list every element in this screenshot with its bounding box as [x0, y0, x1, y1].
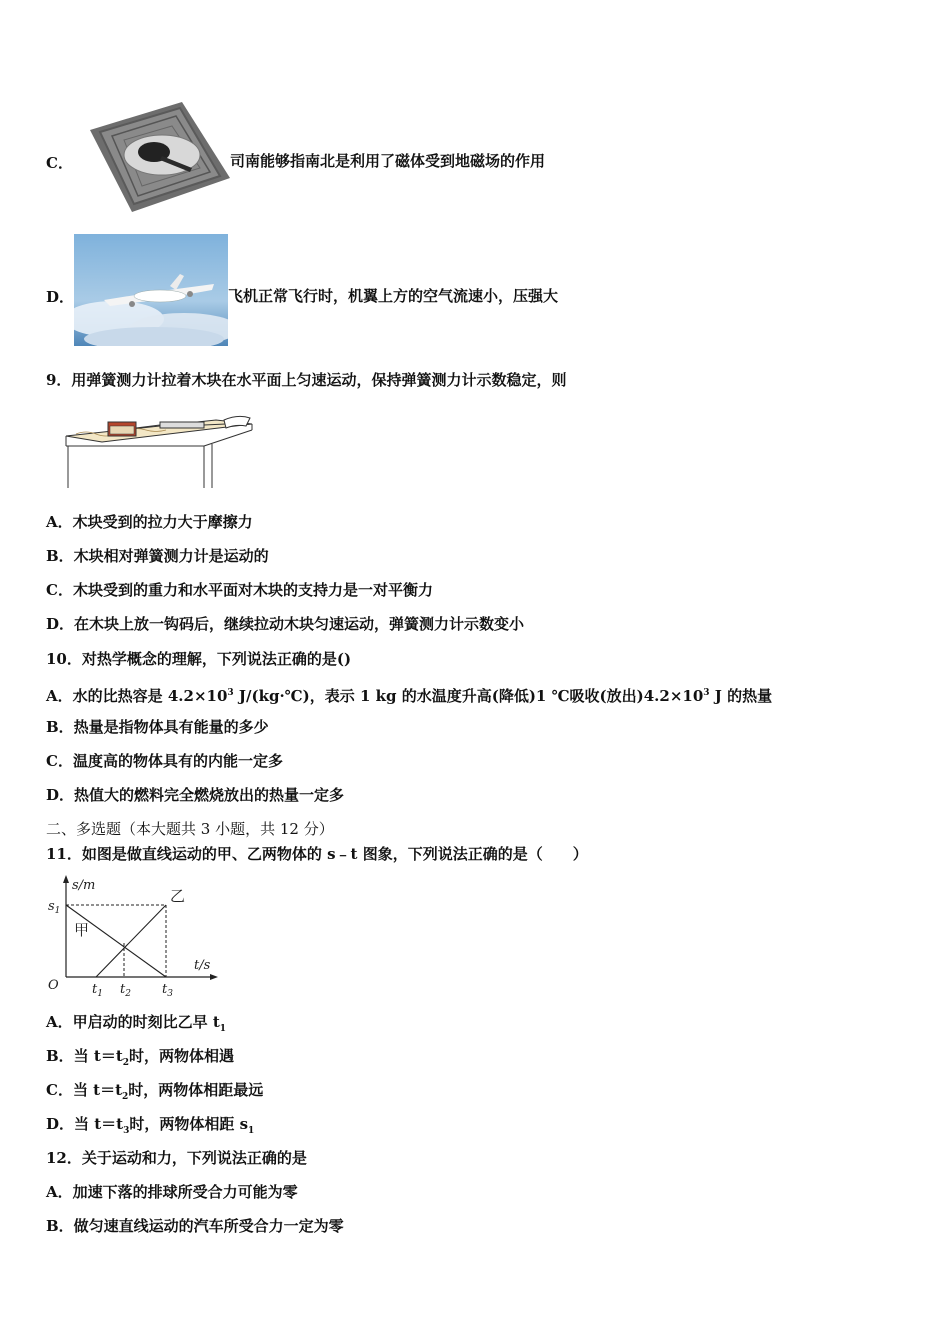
- q10-option-b: B．热量是指物体具有能量的多少: [46, 718, 269, 736]
- q11-option-c: C．当 $t=t_2$时，两物体相距最远: [46, 1081, 264, 1102]
- x-axis-label: t/s: [194, 958, 211, 973]
- q10-option-d: D．热值大的燃料完全燃烧放出的热量一定多: [46, 786, 345, 804]
- option-label: C．: [46, 154, 73, 172]
- q10-option-c: C．温度高的物体具有的内能一定多: [46, 752, 283, 770]
- origin-label: O: [48, 978, 59, 993]
- q11-option-a: A．甲启动的时刻比乙早 $t_1$: [46, 1013, 227, 1034]
- q9-option-a: A．木块受到的拉力大于摩擦力: [46, 513, 253, 531]
- q8-option-d: [46, 286, 74, 307]
- y-axis-label: s/m: [72, 878, 96, 893]
- q11-stem: 11．如图是做直线运动的甲、乙两物体的 s﹣t 图象，下列说法正确的是（ ）: [46, 845, 588, 863]
- svg-text:t2: $t_2$: [120, 982, 131, 997]
- q11-option-d: D．当 $t=t_3$时，两物体相距 $s_1$: [46, 1115, 255, 1136]
- jia-label: 甲: [74, 921, 90, 939]
- option-label: D．: [46, 288, 75, 306]
- q9-option-b: B．木块相对弹簧测力计是运动的: [46, 547, 269, 565]
- section-heading: 二、多选题（本大题共 3 小题，共 12 分）: [46, 820, 334, 838]
- spring-scale-figure: [56, 408, 256, 490]
- yi-label: 乙: [170, 887, 186, 905]
- svg-text:t1: $t_1$: [92, 982, 103, 997]
- svg-text:s1: $s_1$: [48, 899, 61, 916]
- svg-text:t3: $t_3$: [162, 982, 173, 997]
- airplane-image: [74, 234, 228, 346]
- q9-stem: 9．用弹簧测力计拉着木块在水平面上匀速运动，保持弹簧测力计示数稳定，则: [46, 371, 567, 389]
- q8-option-d-text: 飞机正常飞行时，机翼上方的空气流速小，压强大: [228, 287, 559, 305]
- q12-option-b: B．做匀速直线运动的汽车所受合力一定为零: [46, 1217, 344, 1235]
- q8-option-c: [46, 152, 73, 173]
- q9-option-d: D．在木块上放一钩码后，继续拉动木块匀速运动，弹簧测力计示数变小: [46, 615, 525, 633]
- s-t-graph: [44, 873, 220, 997]
- q12-stem: 12．关于运动和力，下列说法正确的是: [46, 1149, 307, 1167]
- q8-option-c-text: 司南能够指南北是利用了磁体受到地磁场的作用: [230, 152, 546, 170]
- compass-image: [72, 100, 230, 215]
- q9-option-c: C．木块受到的重力和水平面对木块的支持力是一对平衡力: [46, 581, 433, 599]
- q10-option-a: A．水的比热容是 $4.2\times 10^3$ J/(kg·℃)，表示 1 kg 的水温度升高(降低)1 ℃吸收(放出)$4.2\times 10^3$ J 的热量: [46, 687, 773, 705]
- q11-option-b: B．当 $t=t_2$时，两物体相遇: [46, 1047, 235, 1068]
- q12-option-a: A．加速下落的排球所受合力可能为零: [46, 1183, 298, 1201]
- q10-stem: 10．对热学概念的理解，下列说法正确的是(): [46, 650, 352, 668]
